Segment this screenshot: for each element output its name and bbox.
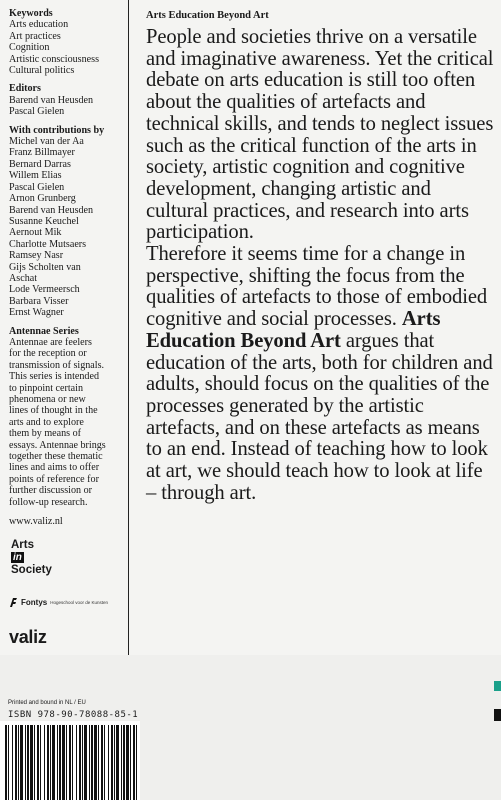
barcode-bar — [18, 725, 19, 800]
series-line: lines and aims to offer — [9, 462, 100, 474]
series-line: This series is intended — [9, 371, 99, 383]
keyword-item: Arts education — [9, 19, 69, 31]
barcode — [3, 723, 139, 800]
blurb — [146, 27, 496, 504]
series-line: to pinpoint certain — [9, 382, 84, 394]
barcode-bar — [69, 725, 71, 800]
sidebar — [9, 8, 125, 527]
contributor-item: Charlotte Mutsaers — [9, 238, 87, 250]
keyword-item: Artistic consciousness — [9, 53, 99, 65]
blurb-paragraph-1: People and societies thrive on a versatile and imaginative awareness. Yet the critical debate on arts education is still too often about the qualities of artefacts and technical skills, and tends to neglect issues such as the critical function of the arts in society, artistic cognition and cognitive development, changing artistic and cultural practices, and research into arts participation. — [146, 26, 494, 244]
keyword-item: Cultural politics — [9, 65, 75, 77]
barcode-bar — [82, 725, 83, 800]
barcode-bar — [111, 725, 113, 800]
blurb-book-title: Arts Education Beyond Art — [146, 308, 441, 352]
contributor-item: Bernard Darras — [9, 158, 71, 170]
valiz-logo: valiz — [9, 627, 47, 647]
contributor-item: Arnon Grunberg — [9, 193, 76, 205]
barcode-bar — [8, 725, 9, 800]
editors-title: Editors — [9, 83, 41, 95]
barcode-bar — [20, 725, 23, 800]
series-line: transmission of signals. — [9, 359, 105, 371]
barcode-bar — [84, 725, 87, 800]
fontys-name: Fontys — [21, 598, 48, 607]
barcode-bar — [52, 725, 55, 800]
editor-item: Pascal Gielen — [9, 106, 65, 118]
series-line: points of reference for — [9, 473, 99, 485]
arts-logo-in: in — [13, 552, 22, 563]
blurb-p2-end: argues that education of the arts, both for children and adults, should focus on the qualities of the processes generated by the artistic artefacts, and on these artefacts as means to an end. Instead of teaching how to look at art, we should teach how to look at life – through art. — [146, 329, 493, 504]
barcode-bar — [126, 725, 129, 800]
barcode-bar — [108, 725, 109, 800]
arts-logo-society: Society — [11, 564, 52, 576]
series-description — [9, 337, 123, 508]
barcode-bar — [27, 725, 29, 800]
barcode-bar — [114, 725, 115, 800]
barcode-bar — [62, 725, 65, 800]
barcode-bar — [94, 725, 97, 800]
contributor-item: Michel van der Aa — [9, 136, 84, 148]
barcode-bar — [76, 725, 77, 800]
barcode-bar — [47, 725, 49, 800]
printed-note: Printed and bound in NL / EU — [8, 700, 86, 706]
keywords-title: Keywords — [9, 8, 53, 19]
barcode-bar — [89, 725, 90, 800]
barcode-bar — [116, 725, 119, 800]
barcode-bar — [72, 725, 73, 800]
contributor-item: Aschat — [9, 272, 38, 284]
contributor-item: Ramsey Nasr — [9, 250, 64, 262]
blurb-paragraph-2 — [146, 244, 496, 504]
keyword-item: Cognition — [9, 42, 50, 54]
barcode-bar — [66, 725, 67, 800]
series-line: Antennae are feelers — [9, 336, 92, 348]
contributor-item: Susanne Keuchel — [9, 215, 79, 227]
page-edge-marks — [489, 675, 501, 735]
barcode-bar — [136, 725, 137, 800]
barcode-bar — [50, 725, 51, 800]
barcode-bar — [34, 725, 35, 800]
contributor-item: Franz Billmayer — [9, 147, 75, 159]
series-line: for the reception or — [9, 348, 87, 360]
book-title: Arts Education Beyond Art — [146, 10, 269, 21]
keyword-item: Art practices — [9, 30, 61, 42]
barcode-bar — [37, 725, 39, 800]
barcode-bar — [130, 725, 131, 800]
barcode-bar — [40, 725, 41, 800]
barcode-bar — [59, 725, 61, 800]
contributor-item: Aernout Mik — [9, 227, 62, 239]
series-line: essays. Antennae brings — [9, 439, 106, 451]
contributor-item: Willem Elias — [9, 170, 62, 182]
series-line: further discussion or — [9, 485, 92, 497]
barcode-bar — [79, 725, 81, 800]
barcode-bar — [123, 725, 125, 800]
contributor-item: Ernst Wagner — [9, 307, 64, 319]
barcode-bar — [121, 725, 122, 800]
barcode-bar — [15, 725, 17, 800]
barcode-bar — [5, 725, 7, 800]
barcode-bar — [91, 725, 93, 800]
contributor-item: Barbara Visser — [9, 295, 69, 307]
column-divider — [128, 0, 129, 655]
contributor-item: Pascal Gielen — [9, 181, 65, 193]
barcode-bar — [101, 725, 103, 800]
contributor-item: Lode Vermeersch — [9, 284, 80, 296]
fontys-logo — [9, 597, 108, 608]
contributions-title: With contributions by — [9, 124, 105, 136]
editor-item: Barend van Heusden — [9, 94, 94, 106]
blurb-p2-start: Therefore it seems time for a change in perspective, shifting the focus from the qualities of artefacts to those of embodied cognitive and social processes. — [146, 243, 488, 331]
barcode-bar — [104, 725, 105, 800]
series-title: Antennae Series — [9, 325, 79, 337]
arts-logo-line: Arts — [11, 539, 35, 551]
barcode-bar — [98, 725, 99, 800]
contributor-item: Gijs Scholten van — [9, 261, 81, 273]
series-line: phenomena or new — [9, 394, 86, 405]
fontys-mark-icon — [9, 597, 18, 608]
series-line: them by means of — [9, 428, 82, 440]
arts-in-society-logo — [11, 539, 52, 576]
publisher-url[interactable]: www.valiz.nl — [9, 516, 63, 528]
barcode-bar — [25, 725, 26, 800]
main-column — [146, 10, 496, 504]
barcode-bar — [44, 725, 45, 800]
isbn-number: ISBN 978-90-78088-85-1 — [8, 710, 139, 720]
contributor-item: Barend van Heusden — [9, 204, 94, 216]
series-line: arts and to explore — [9, 416, 84, 428]
barcode-bar — [133, 725, 135, 800]
fontys-tagline: Hogeschool voor de Kunsten — [50, 600, 109, 605]
barcode-bar — [57, 725, 58, 800]
barcode-bar — [12, 725, 13, 800]
barcode-bar — [30, 725, 33, 800]
series-line: follow-up research. — [9, 496, 88, 508]
series-line: lines of thought in the — [9, 405, 98, 417]
series-line: together these thematic — [9, 451, 103, 463]
